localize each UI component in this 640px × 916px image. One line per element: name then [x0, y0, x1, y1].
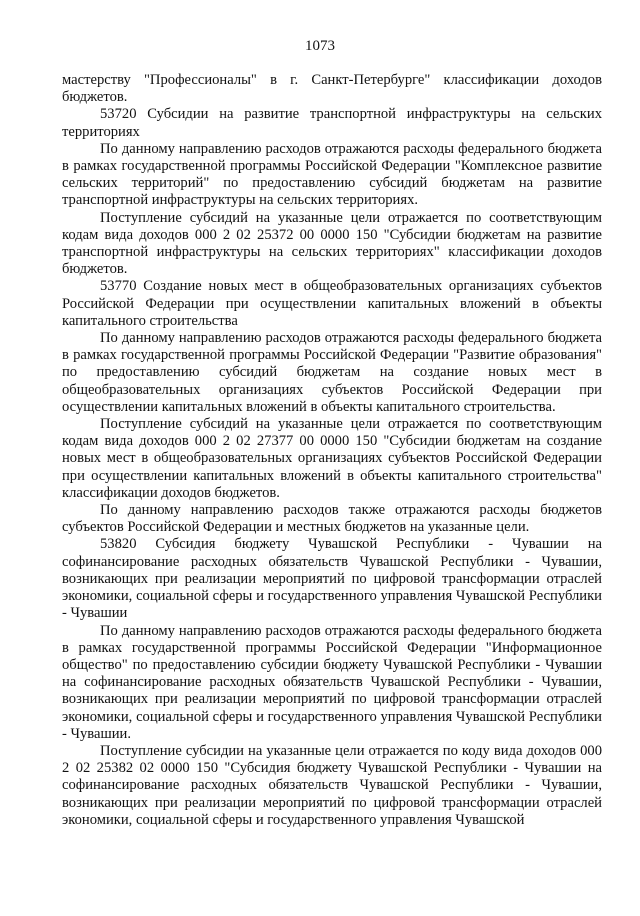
paragraph: Поступление субсидий на указанные цели отражается по соответствующим кодам вида доходов 000 2 02 27377 00 0000 150 "Субсидии бюджетам на создание новых мест в общеобразовательных организациях субъектов Российской Федерации при осуществлении капитальных вложений в объекты капитального строительства" классификации доходов бюджетов. [62, 416, 602, 501]
paragraph: Поступление субсидий на указанные цели отражается по соответствующим кодам вида доходов 000 2 02 25372 00 0000 150 "Субсидии бюджетам на развитие транспортной инфраструктуры на сельских территориях" классификации доходов бюджетов. [62, 209, 602, 278]
page-number: 1073 [305, 38, 335, 54]
paragraph: Поступление субсидии на указанные цели отражается по коду вида доходов 000 2 02 25382 02 0000 150 "Субсидия бюджету Чувашской Республики - Чувашии на софинансирование расходных обязательств Чувашской Республики - Чувашии, возникающих при реализации мероприятий по цифровой трансформации отраслей экономики, социальной сферы и государственного управления Чувашской [62, 742, 602, 828]
paragraph-continuation: мастерству "Профессионалы" в г. Санкт-Петербурге" классификации доходов бюджетов. [62, 72, 602, 106]
section-heading-53770: 53770 Создание новых мест в общеобразовательных организациях субъектов Российской Федерации при осуществлении капитальных вложений в объекты капитального строительства [62, 278, 602, 329]
paragraph: По данному направлению расходов также отражаются расходы бюджетов субъектов Российской Федерации и местных бюджетов на указанные цели. [62, 502, 602, 536]
paragraph: По данному направлению расходов отражаются расходы федерального бюджета в рамках государственной программы Российской Федерации "Комплексное развитие сельских территорий" по предоставлению субсидий бюджетам на развитие транспортной инфраструктуры на сельских территориях. [62, 140, 602, 209]
paragraph: По данному направлению расходов отражаются расходы федерального бюджета в рамках государственной программы Российской Федерации "Развитие образования" по предоставлению субсидий бюджетам на создание новых мест в общеобразовательных организациях субъектов Российской Федерации при осуществлении капитальных вложений в объекты капитального строительства. [62, 330, 602, 415]
section-heading-53720: 53720 Субсидии на развитие транспортной инфраструктуры на сельских территориях [62, 106, 602, 140]
section-heading-53820: 53820 Субсидия бюджету Чувашской Республики - Чувашии на софинансирование расходных обязательств Чувашской Республики - Чувашии, возникающих при реализации мероприятий по цифровой трансформации отраслей экономики, социальной сферы и государственного управления Чувашской Республики - Чувашии [62, 536, 602, 622]
document-body [62, 72, 602, 829]
paragraph: По данному направлению расходов отражаются расходы федерального бюджета в рамках государственной программы Российской Федерации "Информационное общество" по предоставлению субсидии бюджету Чувашской Республики - Чувашии на софинансирование расходных обязательств Чувашской Республики - Чувашии, возникающих при реализации мероприятий по цифровой трансформации отраслей экономики, социальной сферы и государственного управления Чувашской Республики - Чувашии. [62, 622, 602, 742]
